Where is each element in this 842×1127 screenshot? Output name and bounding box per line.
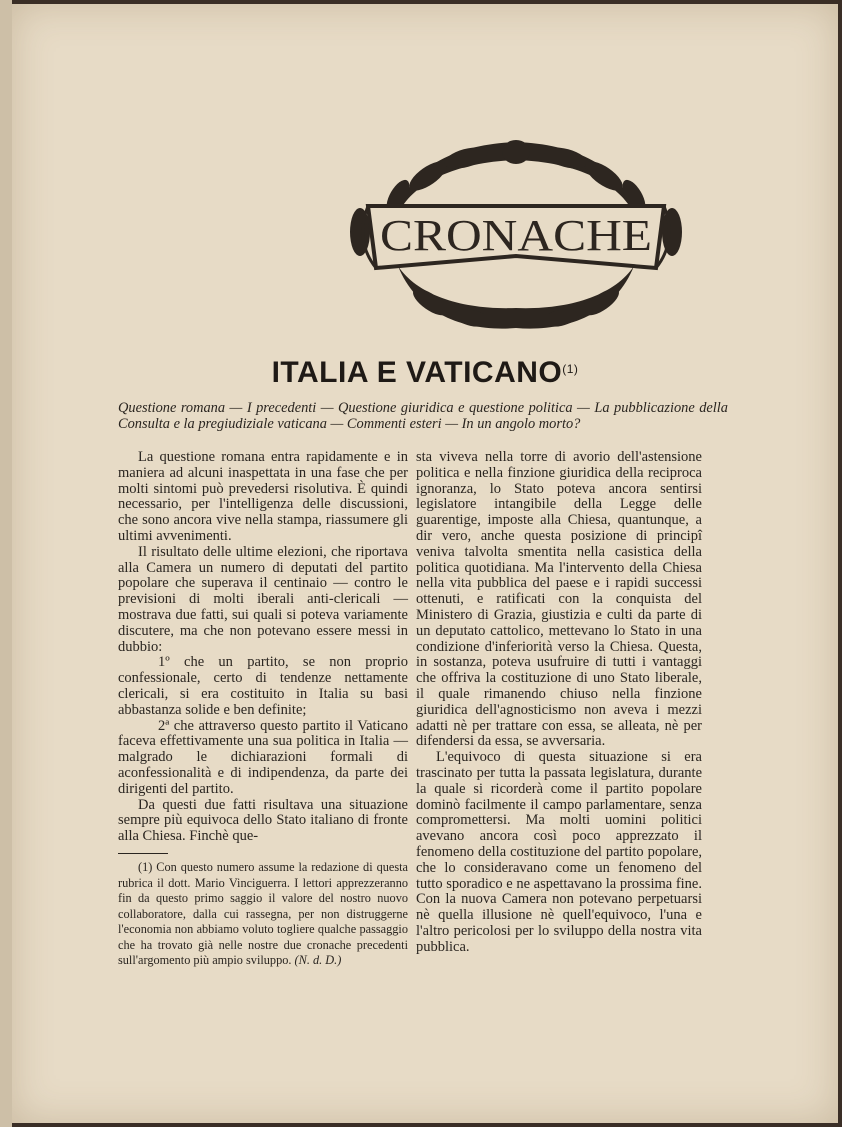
article-title [12,356,838,390]
footnote-signature: (N. d. D.) [294,953,342,968]
footnote-text: (1) Con questo numero assume la redazione di questa rubrica il dott. Mario Vinciguerra. I lettori apprezzeranno fin da questo primo saggio il valore del nostro nuovo collaboratore, dalla cui rassegna, per non distruggerne l'economia non abbiamo voluto togliere qualche passaggio che ha trovato già nelle nostre due cronache precedenti sull'argomento più ampio sviluppo. [118,859,408,968]
document-page [12,4,838,1123]
article-subtitle: Questione romana — I precedenti — Questione giuridica e questione politica — La pubblicazione della Consulta e la pregiudiziale vaticana — Commenti esteri — In un angolo morto? [118,400,728,432]
article-title-text: ITALIA E VATICANO [271,356,563,389]
emblem-text: CRONACHE [380,211,652,260]
paragraph: La questione romana entra rapidamente e in maniera ad alcuni inaspettata in una fase che per molti sintomi può prevedersi risolutiva. È quindi necessario, per l'intelligenza delle discussioni, che sono ancora vive nella stampa, riassumere gli ultimi avvenimenti. [118,449,408,544]
title-footnote-ref: (1) [562,362,579,376]
paragraph: sta viveva nella torre di avorio dell'astensione politica e nella finzione giuridica della reciproca ignoranza, lo Stato poteva ancora sentirsi legislatore intangibile della Legge delle guarentige, imposte alla Chiesa, quantunque, a dir vero, anche questa posizione di principî veniva talvolta smentita nella casistica della politica quotidiana. Ma l'intervento della Chiesa nella vita pubblica del paese e i rapidi successi ottenuti, e ratificati con la conquista del Ministero di Grazia, giustizia e culti da parte di un deputato cattolico, mettevano lo Stato in una condizione d'inferiorità verso la Chiesa. Questa, in sostanza, poteva usufruire di tutti i vantaggi che offriva la costituzione di uno Stato liberale, il quale rimanendo chiuso nella finzione giuridica dell'agnosticismo non aveva i mezzi adatti nè per trattare con essa, se alleata, nè per difendersi da essa, se avversaria. [416,449,702,750]
text-column-right [416,450,702,956]
paragraph: 2ª che attraverso questo partito il Vaticano faceva effettivamente una sua politica in Italia — malgrado le dichiarazioni formali di aconfessionalità e di indipendenza, da parte dei dirigenti del partito. [118,717,408,797]
paragraph: L'equivoco di questa situazione si era trascinato per tutta la passata legislatura, durante la quale si ricorderà come il partito popolare dominò facilmente il campo parlamentare, senza compromettersi. Ma molti uomini politici avevano ancora così poco apprezzato il fenomeno della costituzione del partito popolare, che lo consideravano come un fenomeno del tutto sporadico e ne aspettavano la prossima fine. Con la nuova Camera non potevano perpetuarsi nè quella illusione nè quell'equivoco, l'una e l'altro pericolosi per lo sviluppo della nostra vita pubblica. [416,749,702,955]
paragraph: 1º che un partito, se non proprio confessionale, certo di tendenze nettamente clericali, si era costituito in Italia su basi abbastanza solide e ben definite; [118,654,408,718]
footnote-rule [118,853,168,854]
paragraph: Da questi due fatti risultava una situazione sempre più equivoca dello Stato italiano di fronte alla Chiesa. Finchè que- [118,796,408,845]
paragraph: Il risultato delle ultime elezioni, che riportava alla Camera un numero di deputati del partito popolare che superava il centinaio — contro le previsioni di molti iberali anti-clericali — mostrava due fatti, sui quali si poteva variamente discutere, ma che non potevano essere messi in dubbio: [118,543,408,655]
page-edge [0,0,12,1127]
cronache-emblem [338,136,694,336]
text-column-left [118,450,408,969]
footnote [118,860,408,969]
